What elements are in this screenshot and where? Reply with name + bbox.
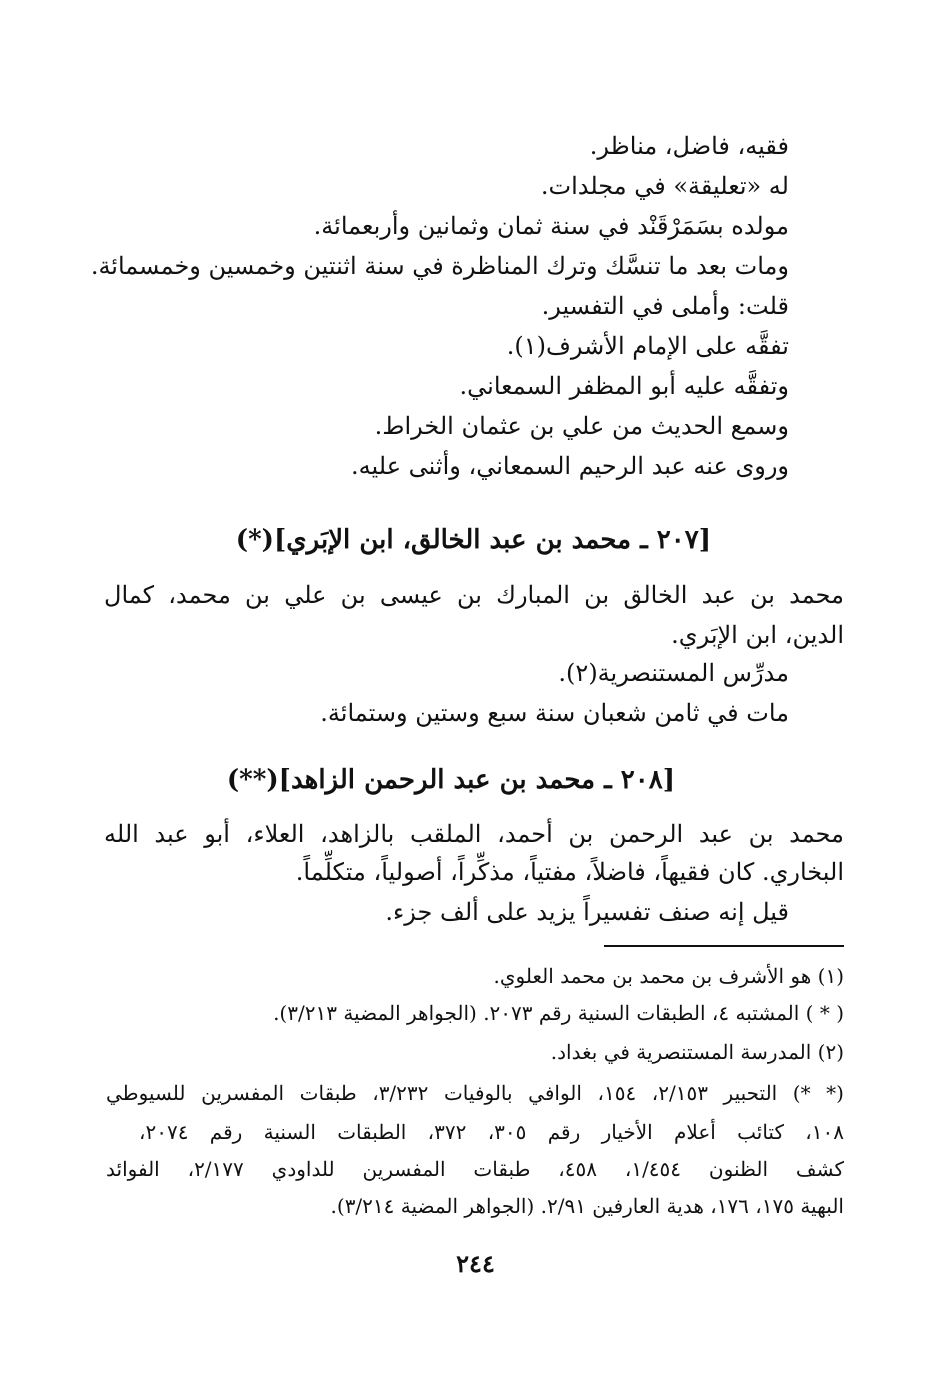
footnote-2: (٢) المدرسة المستنصرية في بغداد. — [550, 1040, 844, 1064]
entry-207-line-1: محمد بن عبد الخالق بن المبارك بن عيسى بن علي بن محمد، كمال — [104, 581, 844, 609]
text-line: تفقَّه على الإمام الأشرف(١). — [506, 332, 789, 360]
entry-heading-207: [٢٠٧ ـ محمد بن عبد الخالق، ابن الإبَري](*) — [235, 525, 711, 555]
footnote-double-star-line-1: (* *) التحبير ٢/١٥٣، ١٥٤، الوافي بالوفيات ٣/٢٣٢، طبقات المفسرين للسيوطي — [106, 1081, 844, 1105]
entry-208-line-3: قيل إنه صنف تفسيراً يزيد على ألف جزء. — [385, 898, 789, 926]
entry-207-line-3: مدرِّس المستنصرية(٢). — [558, 659, 789, 687]
text-line: فقيه، فاضل، مناظر. — [589, 132, 789, 160]
footnote-1: (١) هو الأشرف بن محمد بن محمد العلوي. — [493, 964, 844, 988]
footnote-double-star-line-4: البهية ١٧٥، ١٧٦، هدية العارفين ٢/٩١. (الجواهر المضية ٣/٢١٤). — [330, 1194, 844, 1218]
text-line: ومات بعد ما تنسَّك وترك المناظرة في سنة اثنتين وخمسين وخمسمائة. — [90, 252, 789, 280]
entry-208-line-2: البخاري. كان فقيهاً، فاضلاً، مفتياً، مذكِّراً، أصولياً، متكلِّماً. — [295, 858, 844, 886]
text-line: له «تعليقة» في مجلدات. — [540, 172, 789, 200]
entry-207-line-4: مات في ثامن شعبان سنة سبع وستين وستمائة. — [320, 699, 789, 727]
text-line: وتفقَّه عليه أبو المظفر السمعاني. — [459, 372, 789, 400]
page-number: ٢٤٤ — [456, 1249, 495, 1278]
text-line: مولده بسَمَرْقَنْد في سنة ثمان وثمانين وأربعمائة. — [313, 212, 789, 240]
footnote-double-star-line-3: كشف الظنون ١/٤٥٤، ٤٥٨، طبقات المفسرين للداودي ٢/١٧٧، الفوائد — [106, 1157, 844, 1181]
entry-208-line-1: محمد بن عبد الرحمن بن أحمد، الملقب بالزاهد، العلاء، أبو عبد الله — [104, 820, 844, 848]
text-line: وسمع الحديث من علي بن عثمان الخراط. — [374, 412, 789, 440]
entry-heading-208: [٢٠٨ ـ محمد بن عبد الرحمن الزاهد](**) — [226, 765, 675, 795]
entry-207-line-2: الدين، ابن الإبَري. — [671, 621, 844, 649]
text-line: قلت: وأملى في التفسير. — [541, 292, 789, 320]
text-line: وروى عنه عبد الرحيم السمعاني، وأثنى عليه. — [351, 452, 789, 480]
footnote-double-star-line-2: ١٠٨، كتائب أعلام الأخيار رقم ٣٠٥، ٣٧٢، الطبقات السنية رقم ٢٠٧٤، — [139, 1120, 844, 1144]
footnote-separator — [604, 945, 844, 947]
footnote-star: ( * ) المشتبه ٤، الطبقات السنية رقم ٢٠٧٣. (الجواهر المضية ٣/٢١٣). — [273, 1001, 844, 1025]
